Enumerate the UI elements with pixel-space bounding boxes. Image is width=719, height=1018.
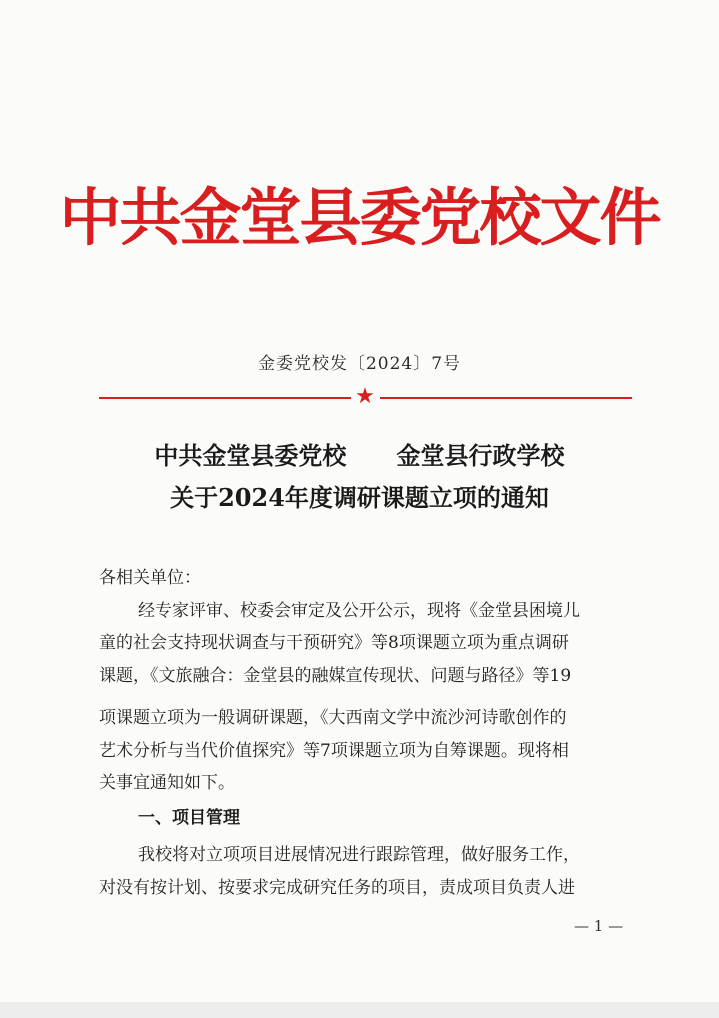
paragraph-1-line-5: 艺术分析与当代价值探究》等7项课题立项为自筹课题。现将相 <box>99 741 569 761</box>
paragraph-1-line-1: 经专家评审、校委会审定及公开公示，现将《金堂县困境儿 <box>138 601 580 621</box>
paragraph-1-line-4: 项课题立项为一般调研课题，《大西南文学中流沙河诗歌创作的 <box>99 708 567 728</box>
page-number: — 1 — <box>574 917 624 935</box>
paragraph-1-line-2: 童的社会支持现状调查与干预研究》等8项课题立项为重点调研 <box>99 633 569 653</box>
notice-title-line-1: 中共金堂县委党校 金堂县行政学校 <box>154 441 565 470</box>
red-divider-right <box>380 397 632 399</box>
red-divider-left <box>99 397 351 399</box>
section-1-heading: 一、项目管理 <box>138 808 240 828</box>
salutation: 各相关单位： <box>99 568 201 588</box>
paragraph-2-line-2: 对没有按计划、按要求完成研究任务的项目，责成项目负责人进 <box>99 878 575 898</box>
red-star-icon: ★ <box>355 384 375 409</box>
notice-title-line-2: 关于2024年度调研课题立项的通知 <box>170 483 549 512</box>
paragraph-1-line-3: 课题，《文旅融合：金堂县的融媒宣传现状、问题与路径》等19 <box>99 666 572 686</box>
paragraph-1-line-6: 关事宜通知如下。 <box>99 773 235 793</box>
paragraph-2-line-1: 我校将对立项项目进展情况进行跟踪管理，做好服务工作， <box>138 845 580 865</box>
document-header-title: 中共金堂县委党校文件 <box>59 181 660 254</box>
document-number: 金委党校发〔2024〕7号 <box>257 354 462 374</box>
